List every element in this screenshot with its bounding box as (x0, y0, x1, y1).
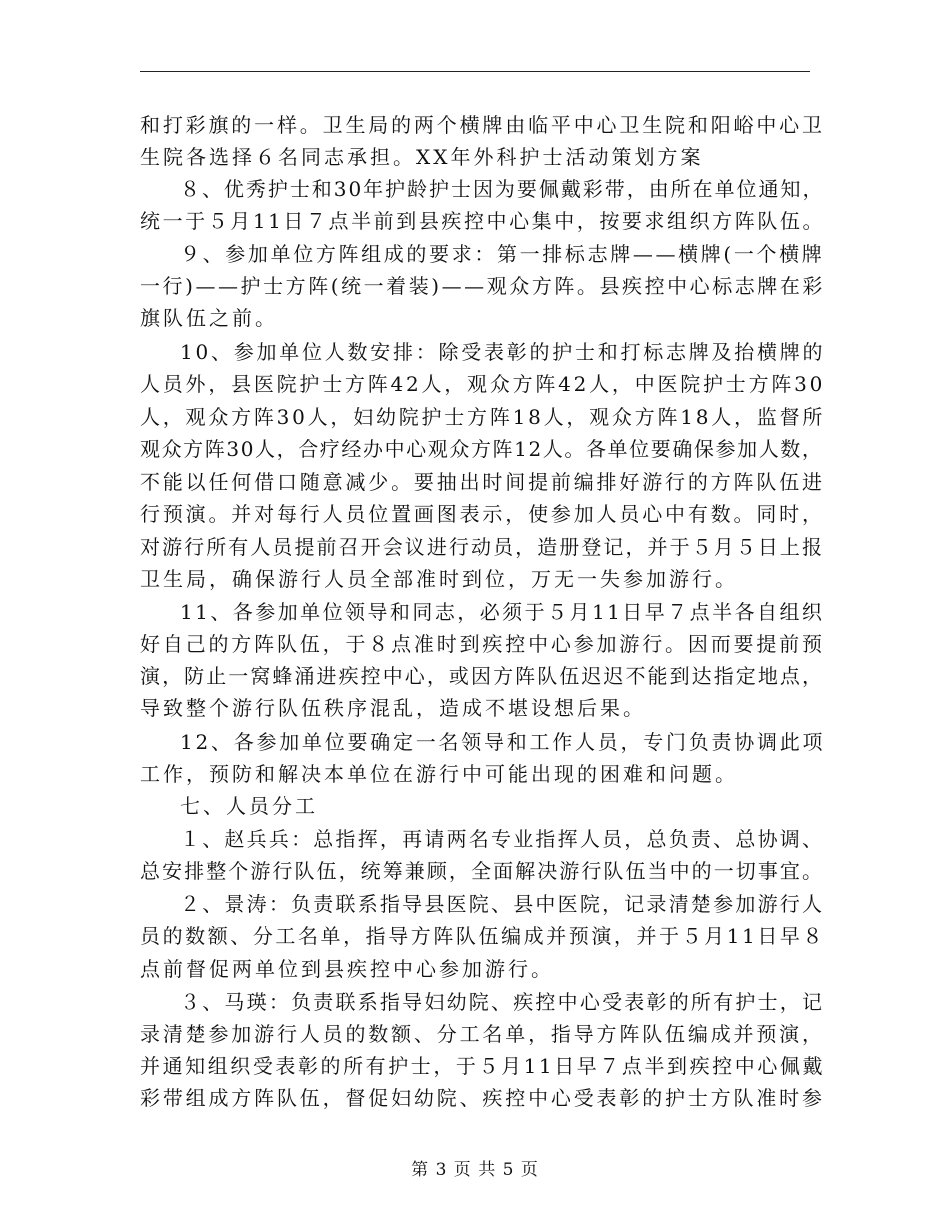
paragraph-start-line: ２、景涛：负责联系指导县医院、县中医院，记录清楚参加游行人 (180, 892, 825, 916)
text-line: 录清楚参加游行人员的数额、分工名单，指导方阵队伍编成并预演， (140, 1022, 825, 1046)
text-line: 好自己的方阵队伍，于８点准时到疾控中心参加游行。因而要提前预 (140, 632, 825, 656)
text-line: 和打彩旗的一样。卫生局的两个横牌由临平中心卫生院和阳峪中心卫 (140, 113, 825, 137)
paragraph-start-line: 12、各参加单位要确定一名领导和工作人员，专门负责协调此项 (180, 730, 826, 754)
paragraph-start-line: 11、各参加单位领导和同志，必须于５月11日早７点半各自组织 (180, 600, 825, 624)
text-line: 生院各选择６名同志承担。XX年外科护士活动策划方案 (140, 145, 704, 169)
text-line: 并通知组织受表彰的所有护士，于５月11日早７点半到疾控中心佩戴 (140, 1054, 826, 1078)
text-line: 不能以任何借口随意减少。要抽出时间提前编排好游行的方阵队伍进 (140, 470, 825, 494)
text-line: 彩带组成方阵队伍，督促妇幼院、疾控中心受表彰的护士方队准时参 (140, 1086, 825, 1110)
text-line: 总安排整个游行队伍，统筹兼顾，全面解决游行队伍当中的一切事宜。 (140, 859, 825, 883)
text-line: 人员外，县医院护士方阵42人，观众方阵42人，中医院护士方阵30 (140, 372, 826, 396)
text-line: 卫生局，确保游行人员全部准时到位，万无一失参加游行。 (140, 567, 738, 591)
text-line: 对游行所有人员提前召开会议进行动员，造册登记，并于５月５日上报 (140, 535, 825, 559)
text-line: 旗队伍之前。 (140, 306, 278, 330)
header-rule (140, 71, 810, 72)
text-line: 一行)——护士方阵(统一着装)——观众方阵。县疾控中心标志牌在彩 (140, 274, 825, 298)
text-line: 演，防止一窝蜂涌进疾控中心，或因方阵队伍迟迟不能到达指定地点， (140, 664, 825, 688)
text-line: 观众方阵30人，合疗经办中心观众方阵12人。各单位要确保参加人数， (140, 437, 824, 461)
paragraph-start-line: 10、参加单位人数安排：除受表彰的护士和打标志牌及抬横牌的 (180, 340, 826, 364)
text-line: 行预演。并对每行人员位置画图表示，使参加人员心中有数。同时， (140, 502, 825, 526)
section-heading: 七、人员分工 (180, 794, 318, 818)
page-footer: 第 3 页 共 5 页 (411, 1160, 539, 1180)
paragraph-start-line: ９、参加单位方阵组成的要求：第一排标志牌——横牌(一个横牌 (180, 242, 825, 266)
text-line: 导致整个游行队伍秩序混乱，造成不堪设想后果。 (140, 696, 646, 720)
text-line: 员的数额、分工名单，指导方阵队伍编成并预演，并于５月11日早８ (140, 924, 826, 948)
text-line: 统一于５月11日７点半前到县疾控中心集中，按要求组织方阵队伍。 (140, 209, 826, 233)
paragraph-start-line: ８、优秀护士和30年护龄护士因为要佩戴彩带，由所在单位通知， (180, 177, 825, 201)
text-line: 工作，预防和解决本单位在游行中可能出现的困难和问题。 (140, 762, 738, 786)
text-line: 人，观众方阵30人，妇幼院护士方阵18人，观众方阵18人，监督所 (140, 405, 826, 429)
paragraph-start-line: １、赵兵兵：总指挥，再请两名专业指挥人员，总负责、总协调、 (180, 827, 825, 851)
paragraph-start-line: ３、马瑛：负责联系指导妇幼院、疾控中心受表彰的所有护士，记 (180, 990, 825, 1014)
text-line: 点前督促两单位到县疾控中心参加游行。 (140, 957, 554, 981)
